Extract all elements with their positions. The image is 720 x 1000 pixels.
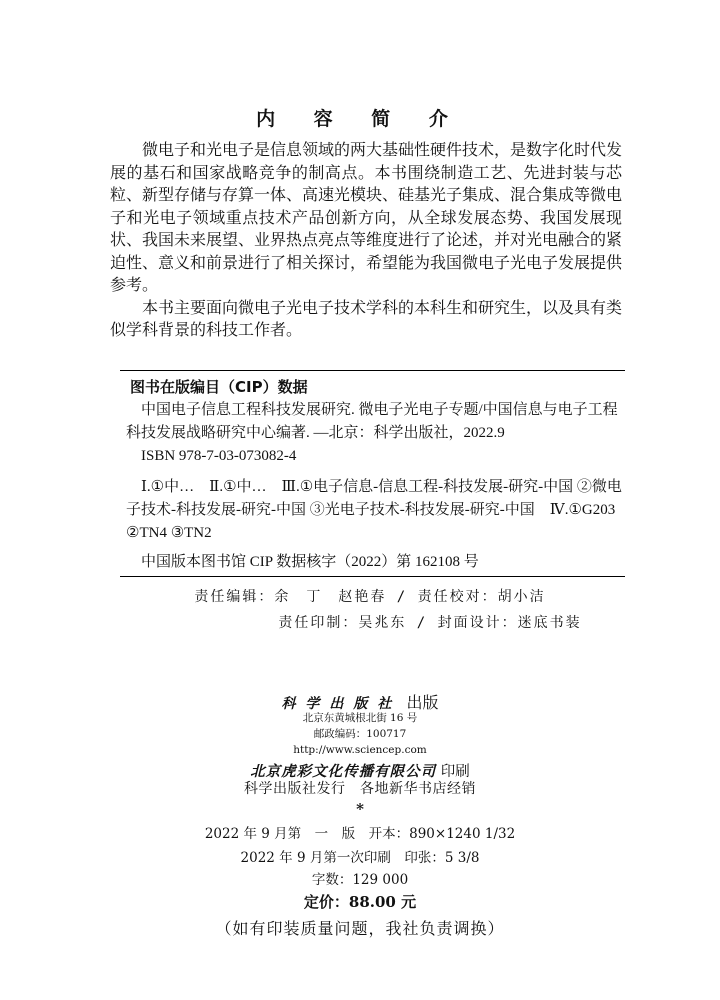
abstract-title: 内 容 简 介 — [256, 108, 464, 130]
printing-line: 2022 年 9 月第一次印刷 印张：5 3/8 — [240, 850, 480, 866]
cip-title: 图书在版编目（CIP）数据 — [130, 378, 308, 396]
publisher-postcode: 邮政编码：100717 — [313, 728, 407, 740]
abstract-paragraph-2: 本书主要面向微电子光电子技术学科的本科生和研究生，以及具有类似学科背景的科技工作者。 — [110, 297, 623, 339]
publisher-suffix: 出版 — [406, 693, 439, 712]
cip-classification: Ⅰ.①中… Ⅱ.①中… Ⅲ.①电子信息-信息工程-科技发展-研究-中国 ②微电子技术-科技发展-研究-中国 ③光电子技术-科技发展-研究-中国 Ⅳ.①G203 ②TN4 ③TN2 — [126, 479, 622, 541]
cip-isbn: ISBN 978-7-03-073082-4 — [141, 448, 297, 464]
distribution-line: 科学出版社发行 各地新华书店经销 — [244, 781, 476, 797]
cip-block — [120, 370, 625, 577]
publisher-logo: 科学出版社 — [281, 696, 402, 712]
publisher-address: 北京东黄城根北街 16 号 — [302, 712, 418, 724]
separator-star: * — [356, 800, 364, 818]
quality-notice: （如有印装质量问题，我社负责调换） — [215, 919, 505, 938]
staff-editors: 责任编辑：余 丁 赵艳春 / 责任校对：胡小洁 — [194, 589, 546, 605]
cip-record: 中国电子信息工程科技发展研究. 微电子光电子专题/中国信息与电子工程科技发展战略研究中心编著. —北京：科学出版社，2022.9 — [126, 402, 618, 441]
cip-body — [120, 399, 625, 576]
edition-line: 2022 年 9 月第 一 版 开本：890×1240 1/32 — [204, 826, 516, 842]
staff-production: 责任印制：吴兆东 / 封面设计：迷底书装 — [278, 615, 582, 631]
printer-logo: 北京虎彩文化传播有限公司 — [250, 763, 437, 780]
cip-number: 中国版本图书馆 CIP 数据核字（2022）第 162108 号 — [141, 554, 479, 570]
word-count-line: 字数：129 000 — [311, 872, 409, 888]
printer-suffix: 印刷 — [440, 764, 470, 780]
price-line: 定价：88.00 元 — [303, 893, 417, 911]
abstract-paragraph-1: 微电子和光电子是信息领域的两大基础性硬件技术，是数字化时代发展的基石和国家战略竞争的制高点。本书围绕制造工艺、先进封装与芯粒、新型存储与存算一体、高速光模块、硅基光子集成、混合集成等微电子和光电子领域重点技术产品创新方向，从全球发展态势、我国发展现状、我国未来展望、业界热点亮点等维度进行了论述，并对光电融合的紧迫性、意义和前景进行了相关探讨，希望能为我国微电子光电子发展提供参考。 — [110, 140, 623, 294]
publisher-website: http://www.sciencep.com — [293, 744, 427, 756]
abstract-body — [110, 139, 622, 342]
